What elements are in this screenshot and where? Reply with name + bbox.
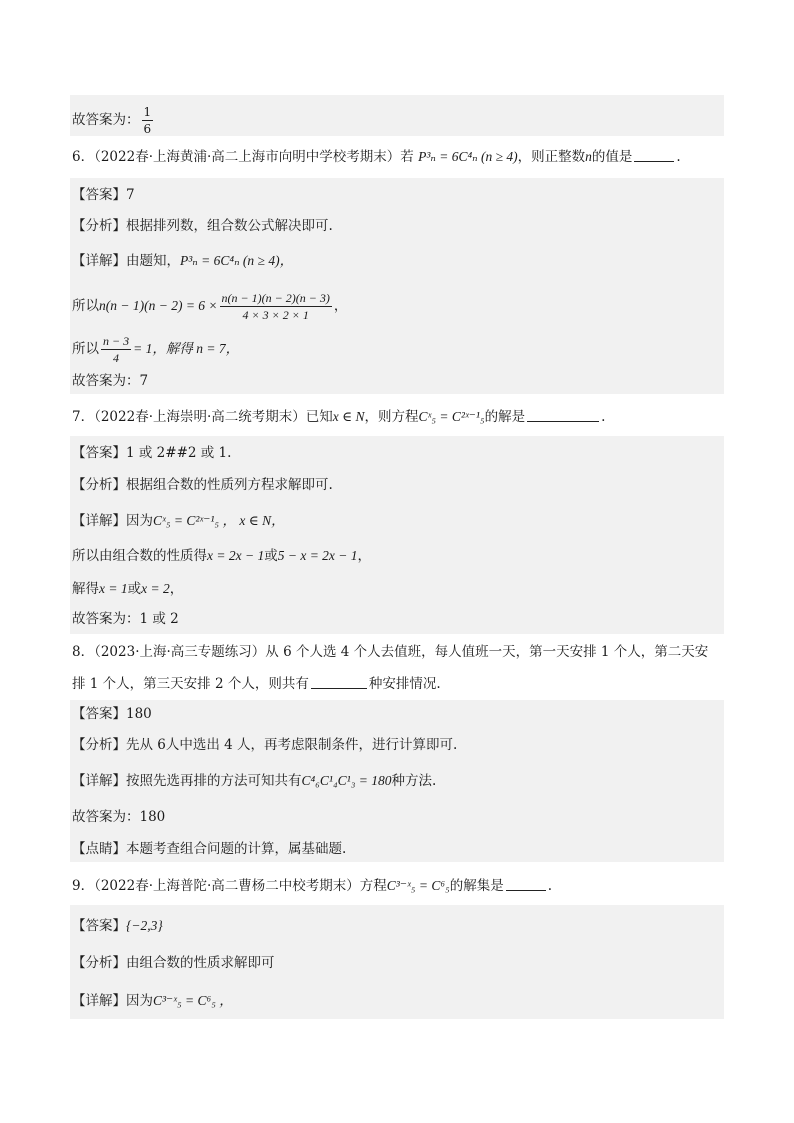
detail-8: 【详解】按照先选再排的方法可知共有C⁴₆C¹₄C¹₃ = 180种方法. — [72, 773, 437, 789]
answer-9: 【答案】{−2,3} — [72, 918, 163, 934]
answer-final-7: 故答案为：1 或 2 — [72, 611, 179, 627]
question-7: 7．（2022春·上海崇明·高二统考期末）已知x ∈ N，则方程Cˣ₅ = C²ˣ⁻¹₅的解是 . — [72, 409, 606, 425]
answer-7: 【答案】1 或 2##2 或 1. — [72, 445, 232, 461]
detail-7-step2: 解得x = 1或x = 2， — [72, 581, 184, 597]
answer-blank — [311, 674, 367, 689]
analysis-6: 【分析】根据排列数，组合数公式解决即可. — [72, 218, 333, 234]
detail-6: 【详解】由题知，P³ₙ = 6C⁴ₙ (n ≥ 4)， — [72, 253, 294, 269]
answer-final-6: 故答案为：7 — [72, 373, 149, 389]
answer-blank — [506, 876, 546, 891]
question-8-line2: 排 1 个人，第三天安排 2 个人，则共有 种安排情况. — [72, 676, 441, 692]
detail-6-step2: 所以 $\frac{n - 3}{4}$ = 1，解得 n = 7， — [72, 334, 240, 365]
question-6: 6．（2022春·上海黄浦·高二上海市向明中学校考期末）若 P³ₙ = 6C⁴ₙ (n ≥ 4)，则正整数n的值是 . — [72, 149, 681, 165]
answer-blank — [634, 147, 674, 162]
answer-block-7 — [70, 436, 724, 634]
comment-8: 【点睛】本题考查组合问题的计算，属基础题. — [72, 841, 347, 857]
analysis-8: 【分析】先从 6人中选出 4 人，再考虑限制条件，进行计算即可. — [72, 737, 458, 753]
analysis-9: 【分析】由组合数的性质求解即可 — [72, 955, 275, 971]
detail-9: 【详解】因为C³⁻ˣ₅ = C⁶₅ ， — [72, 993, 233, 1009]
answer-6: 【答案】7 — [72, 187, 135, 203]
fraction: $\frac{n - 3}{4}$ — [103, 334, 130, 365]
formula: P³ₙ = 6C⁴ₙ (n ≥ 4) — [418, 149, 518, 164]
answer-blank — [527, 407, 599, 422]
answer-final-5: 故答案为： $\frac{1}{6}$ — [72, 105, 152, 136]
detail-6-step1: 所以n(n − 1)(n − 2) = 6 × $\frac{n(n - 1)(n - 2)(n - 3)}{4 \times 3 \times 2 \times 1}$ ， — [72, 291, 348, 322]
detail-7: 【详解】因为Cˣ₅ = C²ˣ⁻¹₅ ， x ∈ N， — [72, 513, 285, 529]
analysis-7: 【分析】根据组合数的性质列方程求解即可. — [72, 477, 333, 493]
detail-7-step1: 所以由组合数的性质得x = 2x − 1或5 − x = 2x − 1， — [72, 548, 372, 564]
fraction: $\frac{n(n - 1)(n - 2)(n - 3)}{4 \times 3 \times 2 \times 1}$ — [221, 291, 330, 322]
answer-final-8: 故答案为：180 — [72, 809, 166, 825]
question-9: 9．（2022春·上海普陀·高二曹杨二中校考期末）方程C³⁻ˣ₅ = C⁶₅的解集是 . — [72, 878, 553, 894]
fraction: $\frac{1}{6}$ — [143, 105, 152, 136]
answer-block-5 — [70, 95, 724, 136]
question-8-line1: 8．（2023·上海·高三专题练习）从 6 个人选 4 个人去值班，每人值班一天，第一天安排 1 个人，第二天安 — [72, 644, 709, 660]
answer-8: 【答案】180 — [72, 706, 152, 722]
